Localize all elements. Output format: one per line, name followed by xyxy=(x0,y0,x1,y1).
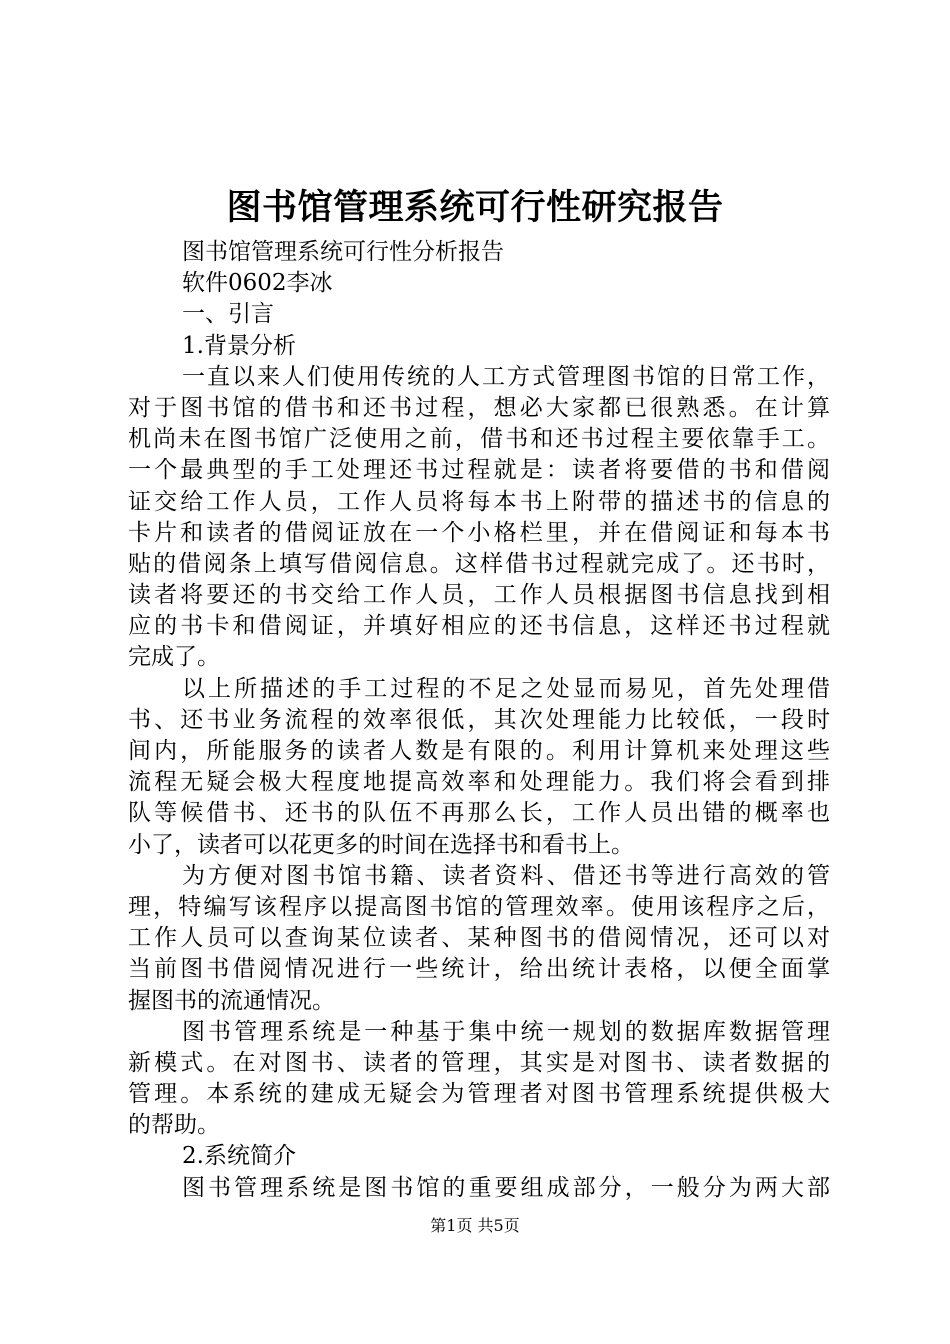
paragraph-line: 贴的借阅条上填写借阅信息。这样借书过程就完成了。还书时， xyxy=(128,550,830,577)
section-heading: 一、引言 xyxy=(182,301,274,328)
page-number-footer: 第1页 共5页 xyxy=(430,1216,520,1235)
paragraph-line: 读者将要还的书交给工作人员，工作人员根据图书信息找到相 xyxy=(128,582,830,609)
paragraph-line: 图书管理系统是一种基于集中统一规划的数据库数据管理 xyxy=(182,1018,830,1045)
paragraph-line: 一直以来人们使用传统的人工方式管理图书馆的日常工作， xyxy=(182,363,830,390)
subsection-heading: 1.背景分析 xyxy=(182,332,296,359)
paragraph-line: 当前图书借阅情况进行一些统计，给出统计表格，以便全面掌 xyxy=(128,956,830,983)
document-title: 图书馆管理系统可行性研究报告 xyxy=(226,187,724,228)
paragraph-line: 理，特编写该程序以提高图书馆的管理效率。使用该程序之后， xyxy=(128,893,830,920)
paragraph-line: 卡片和读者的借阅证放在一个小格栏里，并在借阅证和每本书 xyxy=(128,519,830,546)
paragraph-deficiencies xyxy=(128,674,830,861)
paragraph-line: 以上所描述的手工过程的不足之处显而易见，首先处理借 xyxy=(182,675,830,702)
paragraph-line: 间内，所能服务的读者人数是有限的。利用计算机来处理这些 xyxy=(128,738,830,764)
paragraph-line: 新模式。在对图书、读者的管理，其实是对图书、读者数据的 xyxy=(128,1049,830,1076)
subtitle: 图书馆管理系统可行性分析报告 xyxy=(182,239,504,265)
paragraph-line: 证交给工作人员，工作人员将每本书上附带的描述书的信息的 xyxy=(128,488,830,515)
paragraph-line: 管理。本系统的建成无疑会为管理者对图书管理系统提供极大 xyxy=(128,1081,830,1108)
paragraph-line: 图书管理系统是图书馆的重要组成部分，一般分为两大部 xyxy=(182,1174,830,1201)
paragraph-line: 为方便对图书馆书籍、读者资料、借还书等进行高效的管 xyxy=(182,862,830,889)
paragraph-line: 的帮助。 xyxy=(128,1112,220,1139)
paragraph-line: 流程无疑会极大程度地提高效率和处理能力。我们将会看到排 xyxy=(128,769,830,796)
paragraph-line: 工作人员可以查询某位读者、某种图书的借阅情况，还可以对 xyxy=(128,925,830,952)
paragraph-background xyxy=(128,362,830,674)
subsection-heading: 2.系统简介 xyxy=(182,1143,296,1170)
paragraph-line: 对于图书馆的借书和还书过程，想必大家都已很熟悉。在计算 xyxy=(128,394,830,421)
paragraph-line: 小了，读者可以花更多的时间在选择书和看书上。 xyxy=(128,831,634,858)
paragraph-system-model xyxy=(128,1017,830,1142)
paragraph-line: 握图书的流通情况。 xyxy=(128,987,335,1014)
paragraph-line: 书、还书业务流程的效率很低，其次处理能力比较低，一段时 xyxy=(128,706,830,733)
paragraph-line: 应的书卡和借阅证，并填好相应的还书信息，这样还书过程就 xyxy=(128,613,830,640)
document-body xyxy=(128,237,830,1204)
paragraph-system-intro xyxy=(128,1173,830,1204)
paragraph-line: 队等候借书、还书的队伍不再那么长，工作人员出错的概率也 xyxy=(128,800,830,827)
paragraph-line: 一个最典型的手工处理还书过程就是：读者将要借的书和借阅 xyxy=(128,457,830,484)
author-line: 软件0602李冰 xyxy=(182,270,333,297)
paragraph-line: 完成了。 xyxy=(128,644,220,671)
paragraph-purpose xyxy=(128,861,830,1017)
paragraph-line: 机尚未在图书馆广泛使用之前，借书和还书过程主要依靠手工。 xyxy=(128,426,830,453)
